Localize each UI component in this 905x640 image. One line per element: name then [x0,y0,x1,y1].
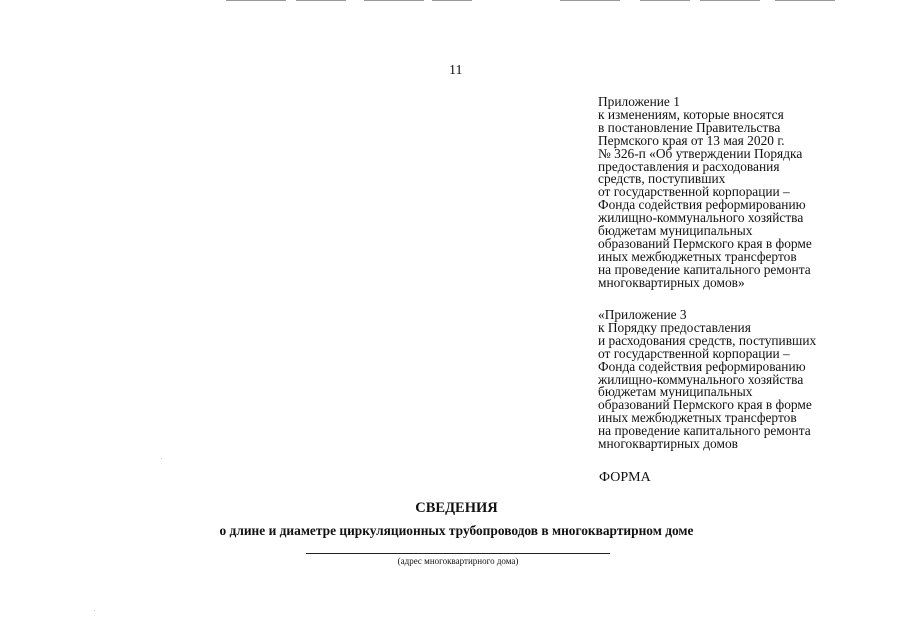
appendix-line: на проведение капитального ремонта [598,261,811,277]
appendix-line: иных межбюджетных трансфертов [598,248,797,264]
appendix-line: жилищно-коммунального хозяйства [598,210,804,226]
scan-edge-line [640,0,690,1]
appendix-line: средств, поступивших [598,171,726,187]
appendix-line: от государственной корпорации – [598,184,790,200]
scan-edge-line [560,0,620,1]
scan-speck [161,458,162,459]
appendix-line: предоставления и расходования [598,158,780,174]
appendix-line: Фонда содействия реформированию [598,358,806,374]
scan-edge-line [226,0,286,1]
appendix-line: Пермского края от 13 мая 2020 г. [598,132,785,148]
scan-edge-line [432,0,472,1]
appendix-line: иных межбюджетных трансфертов [598,410,797,426]
appendix-line: Приложение 1 [598,94,680,109]
appendix-line: № 326-п «Об утверждении Порядка [598,145,803,161]
appendix-line: на проведение капитального ремонта [598,423,811,439]
appendix-line: образований Пермского края в форме [598,235,812,251]
appendix-line: в постановление Правительства [598,119,781,135]
page-number: 11 [449,63,463,78]
appendix-line: к Порядку предоставления [598,319,751,335]
appendix-line: и расходования средств, поступивших [598,332,817,348]
scan-speck [94,610,95,611]
scan-edge-line [364,0,424,1]
appendix-line: жилищно-коммунального хозяйства [598,371,804,387]
scan-edge-line [296,0,346,1]
form-label: ФОРМА [599,470,651,485]
appendix-line: бюджетам муниципальных [598,223,753,239]
address-caption: (адрес многоквартирного дома) [397,556,519,566]
appendix-line: к изменениям, которые вносятся [598,106,784,122]
document-subtitle: о длине и диаметре циркуляционных трубопроводов в многоквартирном доме [219,523,694,538]
appendix-line: «Приложение 3 [598,307,687,322]
document-title: СВЕДЕНИЯ [415,500,498,516]
appendix-line: бюджетам муниципальных [598,384,753,400]
appendix-line: многоквартирных домов [598,436,738,452]
scan-edge-line [700,0,760,1]
scan-edge-line [775,0,835,1]
appendix-line: Фонда содействия реформированию [598,197,806,213]
appendix-line: от государственной корпорации – [598,345,790,361]
appendix-3-header [598,309,898,451]
appendix-line: многоквартирных домов» [598,274,745,290]
address-underline [306,553,610,554]
appendix-line: образований Пермского края в форме [598,397,812,413]
appendix-1-header [598,96,898,290]
